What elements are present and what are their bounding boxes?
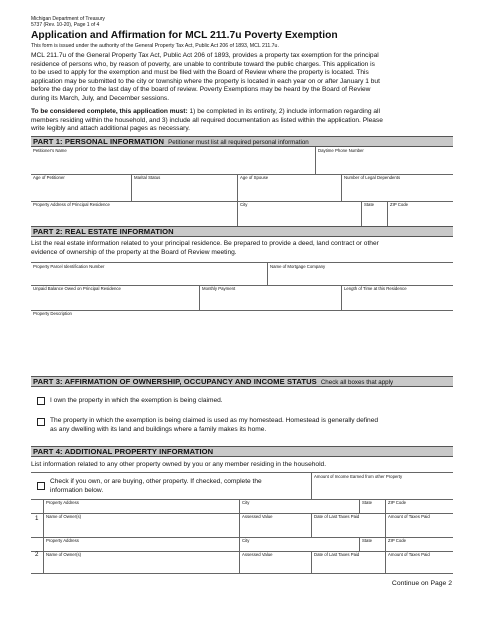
part1-row-2 <box>31 174 453 202</box>
part3-header <box>31 376 453 387</box>
field-label: Name of Owner(s) <box>46 514 82 519</box>
part2-line: List the real estate information related to your principal residence. Be prepared to provide a deed, land contract or other <box>31 240 379 247</box>
part1-title: PART 1: PERSONAL INFORMATION <box>33 137 165 146</box>
field-label: Property Description <box>33 311 72 316</box>
property2-row-a <box>31 537 453 552</box>
parcel-id-field[interactable] <box>31 263 267 285</box>
mortgage-company-field[interactable] <box>267 263 453 285</box>
homestead-label <box>50 417 450 434</box>
marital-status-field[interactable] <box>131 174 237 201</box>
own-property-checkbox[interactable] <box>37 397 45 405</box>
length-of-time-field[interactable] <box>341 285 453 310</box>
property1-date-paid-field[interactable] <box>311 513 385 537</box>
field-label: Date of Last Taxes Paid <box>314 514 360 519</box>
agency-name: Michigan Department of Treasury <box>31 16 105 22</box>
intro-line: during its March, July, and December sessions. <box>31 94 170 102</box>
field-label: ZIP Code <box>390 202 409 207</box>
age-spouse-field[interactable] <box>237 174 341 201</box>
property1-zip-field[interactable] <box>385 499 453 513</box>
property2-row-b <box>31 551 453 574</box>
homestead-checkbox[interactable] <box>37 418 45 426</box>
homestead-line: The property in which the exemption is being claimed is used as my homestead. Homestead is generally defined <box>50 417 379 424</box>
intro-line: residence of persons who, by reason of poverty, are unable to contribute toward the public charges. This application is <box>31 60 375 68</box>
part2-row-1 <box>31 263 453 286</box>
form-title: Application and Affirmation for MCL 211.7u Poverty Exemption <box>31 30 338 41</box>
continue-note: Continue on Page 2 <box>391 580 452 587</box>
property2-state-field[interactable] <box>359 537 385 551</box>
daytime-phone-field[interactable] <box>315 147 453 174</box>
property1-row-a <box>31 499 453 514</box>
intro-paragraph <box>31 52 453 104</box>
property2-date-paid-field[interactable] <box>311 551 385 573</box>
part4-header <box>31 446 453 457</box>
part2-title: PART 2: REAL ESTATE INFORMATION <box>33 227 174 236</box>
field-label: Age of Petitioner <box>33 175 65 180</box>
property2-amount-paid-field[interactable] <box>385 551 453 573</box>
field-label: Property Parcel Identification Number <box>33 264 105 269</box>
part2-row-2 <box>31 285 453 311</box>
field-label: Marital Status <box>134 175 161 180</box>
field-label: State <box>364 202 375 207</box>
field-label: ZIP Code <box>388 538 407 543</box>
legal-dependents-field[interactable] <box>341 174 453 201</box>
field-label: Number of Legal Dependents <box>344 175 401 180</box>
field-label: Property Address <box>46 500 79 505</box>
property2-assessed-field[interactable] <box>239 551 311 573</box>
part1-grid <box>31 147 453 233</box>
property2-address-field[interactable] <box>43 537 239 551</box>
intro-line: application may be submitted to the city or township where the property is located in each year on or after January 1 but <box>31 77 380 85</box>
field-label: City <box>240 202 248 207</box>
field-label: Name of Mortgage Company <box>270 264 326 269</box>
field-label: State <box>362 500 373 505</box>
field-label: ZIP Code <box>388 500 407 505</box>
other-property-line: Check if you own, or are buying, other property. If checked, complete the <box>50 478 262 485</box>
field-label: Petitioner's Name <box>33 148 67 153</box>
form-number: 5737 (Rev. 10-20), Page 1 of 4 <box>31 22 100 28</box>
unpaid-balance-field[interactable] <box>31 285 199 310</box>
field-label: Property Address of Principal Residence <box>33 202 110 207</box>
monthly-payment-field[interactable] <box>199 285 341 310</box>
field-label: Amount of Taxes Paid <box>388 514 430 519</box>
part1-header <box>31 136 453 147</box>
field-label: Daytime Phone Number <box>318 148 364 153</box>
field-label: Property Address <box>46 538 79 543</box>
completeness-line: write legibly and attach additional pages as necessary. <box>31 125 190 133</box>
property-row-number: 2 <box>35 551 39 558</box>
property2-owner-field[interactable] <box>43 551 239 573</box>
property1-city-field[interactable] <box>239 499 359 513</box>
intro-line: MCL 211.7u of the General Property Tax Act, Public Act 206 of 1893, provides a property tax exemption for the principal <box>31 52 379 59</box>
part1-note: Petitioner must list all required personal information <box>168 139 309 146</box>
field-label: Name of Owner(s) <box>46 552 82 557</box>
part4-intro: List information related to any other property owned by you or any member residing in the household. <box>31 461 327 468</box>
field-label: City <box>242 538 250 543</box>
field-label: Assessed Value <box>242 552 273 557</box>
authority-line: This form is issued under the authority of the General Property Tax Act, Public Act 206 of 1893, MCL 211.7u. <box>31 43 279 49</box>
own-property-label: I own the property in which the exemption is being claimed. <box>50 397 223 404</box>
part2-instructions <box>31 240 453 257</box>
homestead-line: as any dwelling with its land and buildings where a family makes its home. <box>50 425 267 433</box>
field-label: State <box>362 538 373 543</box>
field-label: Monthly Payment <box>202 286 236 291</box>
completeness-bold: To be considered complete, this application must: <box>31 108 188 115</box>
property1-state-field[interactable] <box>359 499 385 513</box>
property1-owner-field[interactable] <box>43 513 239 537</box>
age-petitioner-field[interactable] <box>31 174 131 201</box>
completeness-line: members residing within the household, and 3) include all required documentation as listed within the application. Please <box>31 116 383 124</box>
field-label: Amount of Income Earned from other Property <box>314 474 403 479</box>
part2-header <box>31 226 453 237</box>
completeness-line: To be considered complete, this application must: 1) be completed in its entirety, 2) include information regarding all <box>31 108 380 115</box>
other-property-checkbox[interactable] <box>37 482 45 490</box>
field-label: Age of Spouse <box>240 175 269 180</box>
part1-row-1 <box>31 147 453 175</box>
intro-line: to be used to apply for the exemption and must be filed with the Board of Review where the property is located. This <box>31 69 369 77</box>
other-property-line: information below. <box>50 486 104 494</box>
property1-amount-paid-field[interactable] <box>385 513 453 537</box>
part2-line: evidence of ownership of the property at the Board of Review meeting. <box>31 248 237 256</box>
property2-zip-field[interactable] <box>385 537 453 551</box>
field-label: Length of Time at this Residence <box>344 286 407 291</box>
property1-row-b <box>31 513 453 538</box>
part3-note: Check all boxes that apply <box>320 379 394 386</box>
field-label: Assessed Value <box>242 514 273 519</box>
part4-title: PART 4: ADDITIONAL PROPERTY INFORMATION <box>33 447 214 456</box>
property-description-field[interactable] <box>31 310 453 371</box>
other-property-label <box>50 478 310 495</box>
field-label: Unpaid Balance Owed on Principal Residence <box>33 286 121 291</box>
part2-grid <box>31 262 453 371</box>
petitioner-name-field[interactable] <box>31 147 315 174</box>
intro-line: before the day prior to the last day of the board of review. Poverty Exemptions may be heard by the Board of Review <box>31 86 371 94</box>
field-label: Amount of Taxes Paid <box>388 552 430 557</box>
property1-assessed-field[interactable] <box>239 513 311 537</box>
field-label: City <box>242 500 250 505</box>
income-other-property-field[interactable] <box>311 473 453 499</box>
completeness-paragraph <box>31 108 453 134</box>
part2-row-3 <box>31 310 453 371</box>
property2-city-field[interactable] <box>239 537 359 551</box>
property-row-number: 1 <box>35 515 39 522</box>
part3-title: PART 3: AFFIRMATION OF OWNERSHIP, OCCUPANCY AND INCOME STATUS <box>33 377 317 386</box>
field-label: Date of Last Taxes Paid <box>314 552 360 557</box>
property1-address-field[interactable] <box>43 499 239 513</box>
